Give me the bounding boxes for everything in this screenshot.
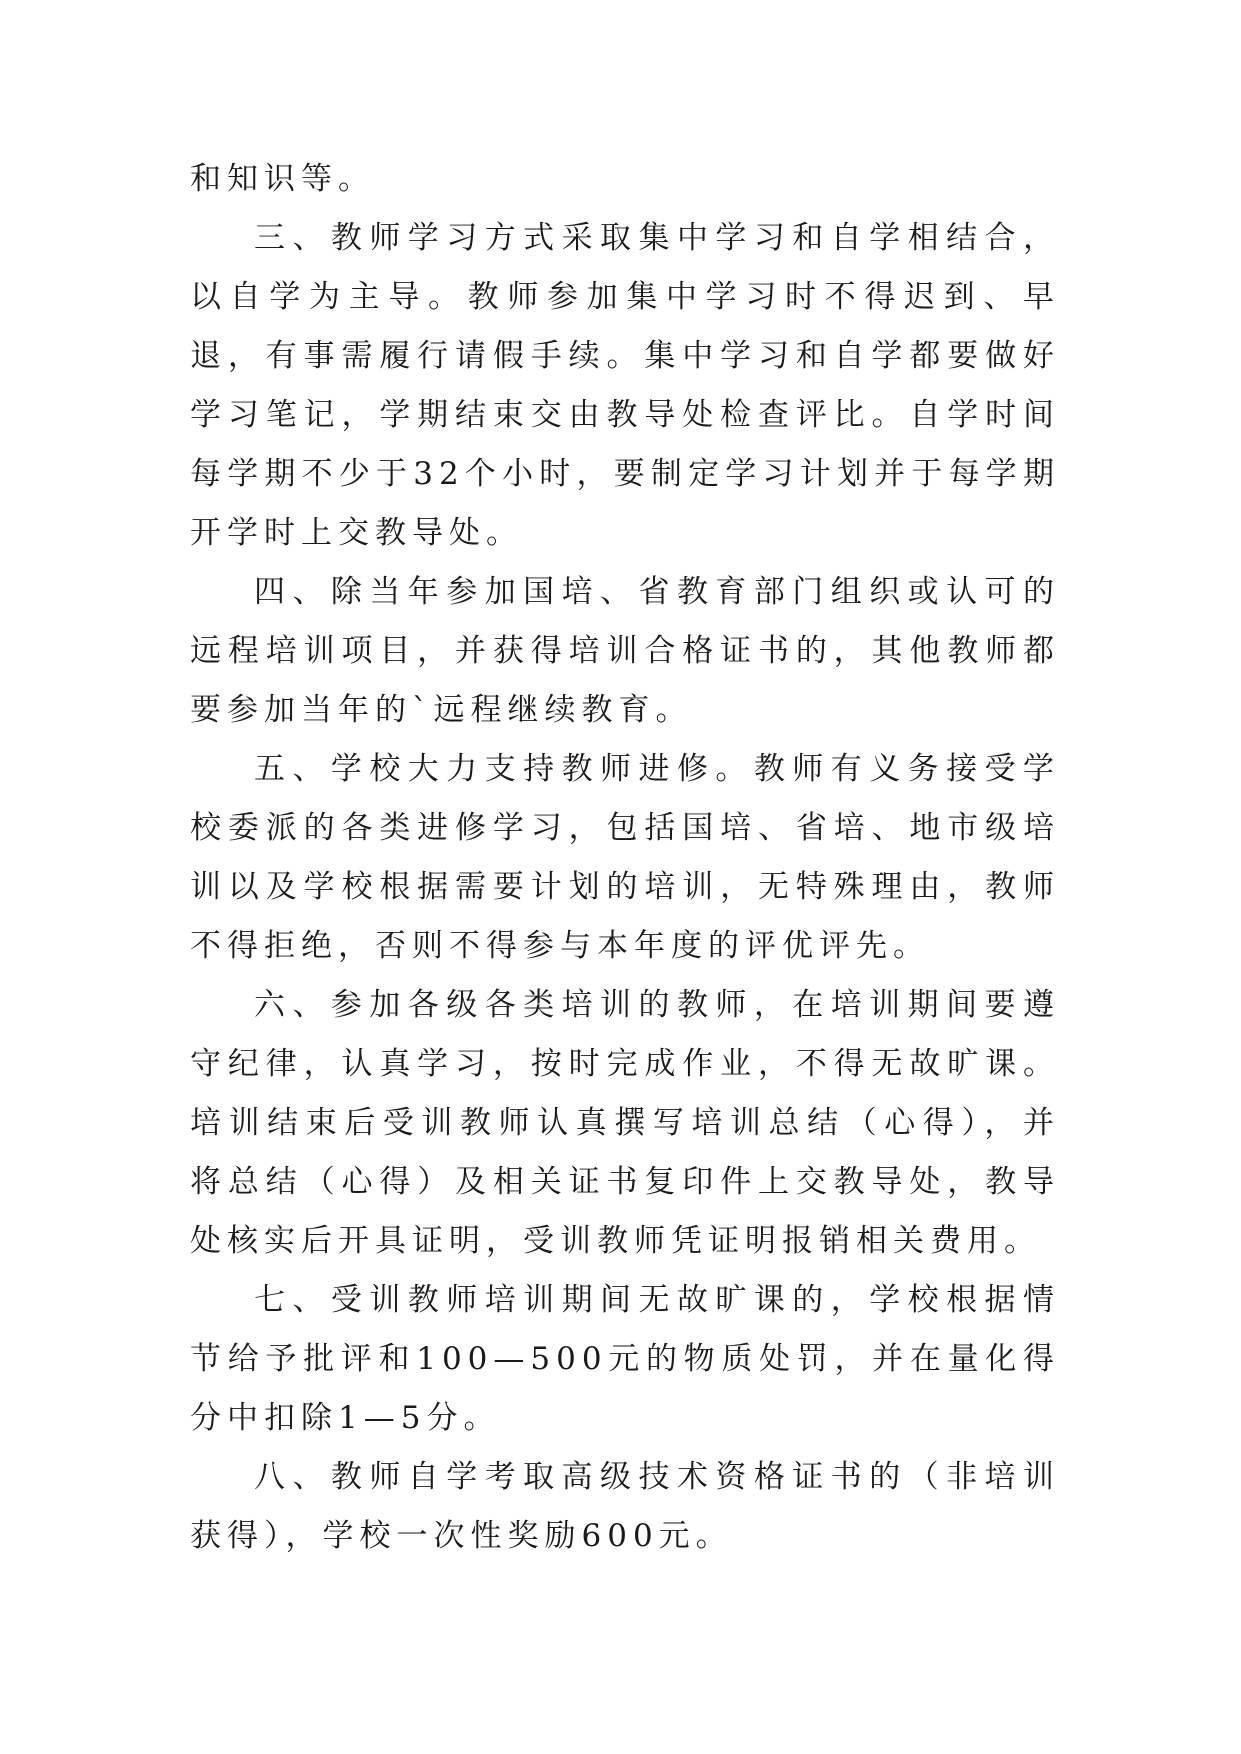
paragraph-item-5: 五、学校大力支持教师进修。教师有义务接受学校委派的各类进修学习，包括国培、省培、地市级培训以及学校根据需要计划的培训，无特殊理由，教师不得拒绝，否则不得参与本年度的评优评先。 <box>190 751 1060 964</box>
paragraph-item-6: 六、参加各级各类培训的教师，在培训期间要遵守纪律，认真学习，按时完成作业，不得无故旷课。培训结束后受训教师认真撰写培训总结（心得），并将总结（心得）及相关证书复印件上交教导处，教导处核实后开具证明，受训教师凭证明报销相关费用。 <box>190 987 1060 1259</box>
paragraph-item-3: 三、教师学习方式采取集中学习和自学相结合，以自学为主导。教师参加集中学习时不得迟到、早退，有事需履行请假手续。集中学习和自学都要做好学习笔记，学期结束交由教导处检查评比。自学时间每学期不少于32个小时，要制定学习计划并于每学期开学时上交教导处。 <box>190 220 1060 551</box>
paragraph-item-7: 七、受训教师培训期间无故旷课的，学校根据情节给予批评和100—500元的物质处罚，并在量化得分中扣除1—5分。 <box>190 1282 1060 1436</box>
document-body <box>190 150 1060 1566</box>
paragraph-item-4: 四、除当年参加国培、省教育部门组织或认可的远程培训项目，并获得培训合格证书的，其他教师都要参加当年的`远程继续教育。 <box>190 574 1060 728</box>
paragraph-item-8: 八、教师自学考取高级技术资格证书的（非培训获得），学校一次性奖励600元。 <box>190 1459 1060 1554</box>
paragraph-continuation: 和知识等。 <box>190 161 375 197</box>
